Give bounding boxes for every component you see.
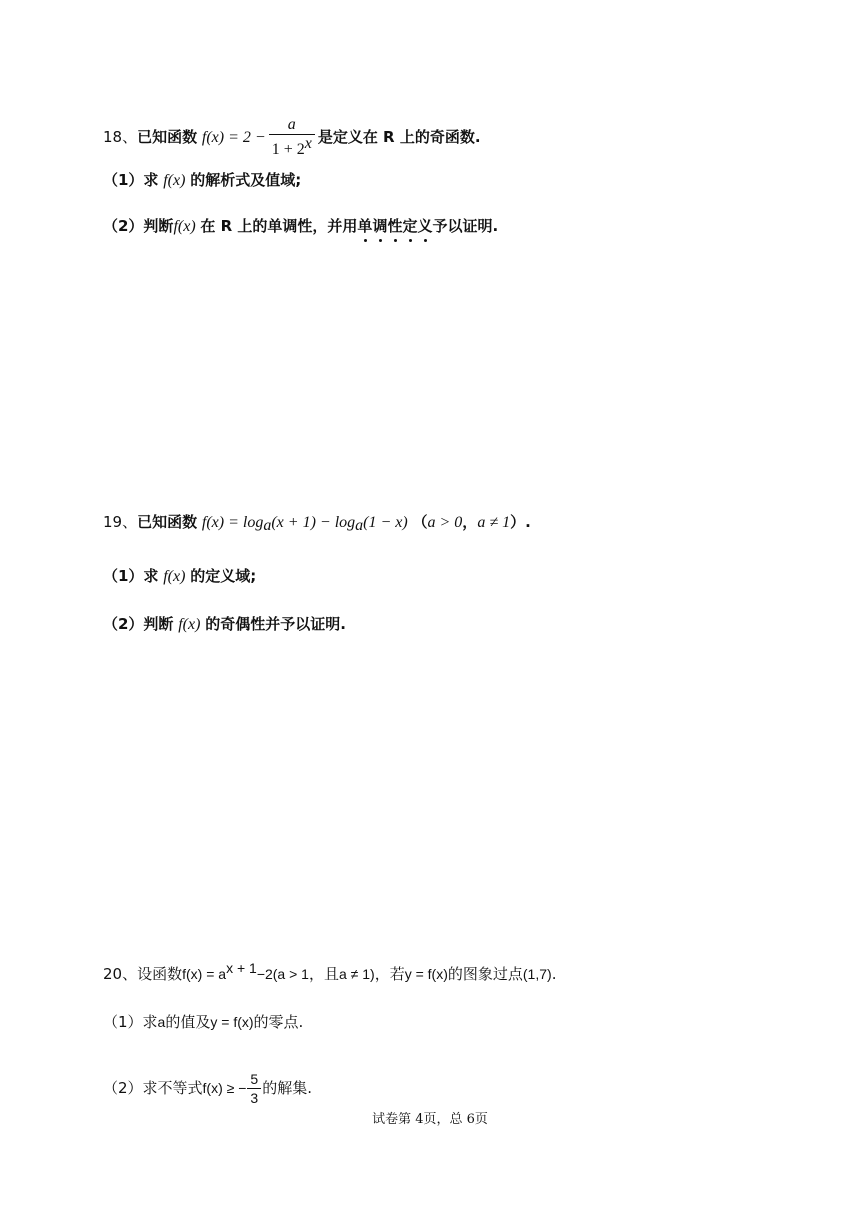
q20-p1-yfx: y = f(x) [210, 1014, 254, 1030]
q18-number: 18、 [103, 128, 138, 146]
q19-p2-tail: 的奇偶性并予以证明. [205, 615, 346, 633]
q18-intro: 已知函数 [137, 128, 198, 146]
q18-part2 [103, 216, 498, 237]
q18-den-exp: x [304, 135, 312, 152]
q20-p2-tail: 的解集. [262, 1079, 312, 1097]
q20-point: (1,7) [522, 966, 552, 982]
q19-p1-fx: f(x) [163, 568, 186, 585]
q19-end: (1 − x) [363, 514, 408, 531]
q20-p1-label: （1）求 [103, 1013, 158, 1031]
q18-p2-tail: 予以证明. [432, 217, 499, 235]
q19-intro: 已知函数 [137, 513, 198, 531]
q18-frac-numerator: a [269, 116, 315, 135]
q20-p2-label: （2）求不等式 [103, 1079, 203, 1097]
dotted-char: 性 [387, 217, 403, 235]
q18-p2-mid: 在 R 上的单调性，并用 [200, 217, 358, 235]
q18-fraction [269, 116, 315, 159]
q19-sub-a2: a [355, 517, 364, 534]
q19-p1-label: （1）求 [103, 567, 159, 585]
q20-p1-a: a [157, 1014, 166, 1030]
dotted-char: 单 [357, 217, 373, 235]
q19-number: 19、 [103, 513, 138, 531]
q19-cond-open: （ [412, 513, 428, 531]
q19-cond2: a ≠ 1 [477, 514, 511, 531]
q19-cond1: a > 0 [427, 514, 463, 531]
q19-part2 [103, 614, 346, 635]
q19-part1 [103, 566, 256, 587]
q20-stem [103, 958, 556, 984]
q18-frac-denominator [269, 135, 315, 159]
q18-tail: 是定义在 R 上的奇函数. [317, 128, 481, 146]
q20-p2-fraction [247, 1070, 261, 1107]
q19-cond-close: ）. [510, 513, 531, 531]
q20-f-exp: x + 1 [226, 960, 257, 976]
q20-cond: a ≠ 1) [338, 966, 375, 982]
q20-p2-den: 3 [250, 1090, 259, 1106]
q20-part1 [103, 1012, 303, 1032]
q20-number: 20、设函数 [103, 965, 183, 983]
dotted-char: 调 [372, 217, 388, 235]
q20-p2-num: 5 [247, 1070, 261, 1089]
q20-yfx: y = f(x) [404, 966, 448, 982]
q19-fx-lhs: f(x) = log [201, 514, 264, 531]
q18-p2-fx: f(x) [173, 218, 196, 235]
q18-part1 [103, 170, 301, 191]
q18-den-base: 1 + 2 [271, 141, 305, 158]
q20-p1-tail: 的零点. [253, 1013, 304, 1031]
q19-p1-tail: 的定义域; [190, 567, 257, 585]
q20-dot: . [551, 965, 557, 983]
q19-mid: (x + 1) − log [271, 514, 356, 531]
q18-p1-label: （1）求 [103, 171, 159, 189]
q19-comma: ， [462, 513, 478, 531]
q20-tail1: 的图象过点 [447, 965, 523, 983]
q20-p2-ineq: f(x) ≥ − [202, 1080, 247, 1096]
q18-stem [103, 116, 481, 159]
q18-p1-tail: 的解析式及值域; [190, 171, 302, 189]
q18-function-lhs: f(x) = 2 − [201, 129, 266, 146]
q20-p1-mid: 的值及 [165, 1013, 211, 1031]
q20-mid2: ，若 [374, 965, 405, 983]
q20-part2 [103, 1070, 312, 1107]
dotted-char: 义 [417, 217, 433, 235]
q19-sub-a1: a [263, 517, 272, 534]
dotted-char: 定 [402, 217, 418, 235]
q19-stem [103, 512, 531, 536]
q19-p2-fx: f(x) [178, 616, 201, 633]
page-footer: 试卷第 4页，总 6页 [372, 1112, 488, 1127]
q20-f-base: f(x) = a [182, 966, 227, 982]
q20-f-rest: −2(a > 1 [256, 966, 309, 982]
q20-mid: ，且 [308, 965, 339, 983]
q18-p1-fx: f(x) [163, 172, 186, 189]
q18-p2-label: （2）判断 [103, 217, 174, 235]
q19-p2-label: （2）判断 [103, 615, 174, 633]
